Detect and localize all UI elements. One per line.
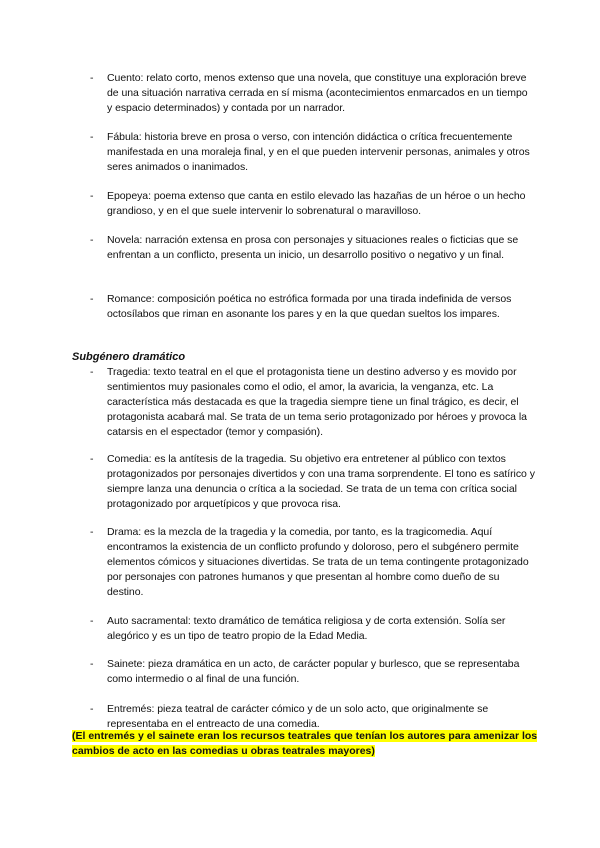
bullet-dash: - (90, 72, 94, 84)
bullet-dash: - (90, 615, 94, 627)
highlighted-note-text: (El entremés y el sainete eran los recursos teatrales que tenían los autores para amenizar los cambios de acto en las comedias u obras teatrales mayores) (72, 730, 538, 757)
bullet-dash: - (90, 366, 94, 378)
section-heading-dramatic: Subgénero dramático (72, 351, 186, 363)
list-item-text: Epopeya: poema extenso que canta en estilo elevado las hazañas de un héroe o un hecho grandioso, y en el que suele intervenir lo sobrenatural o maravilloso. (107, 190, 526, 217)
list-item-text: Comedia: es la antítesis de la tragedia. Su objetivo era entretener al público con textos protagonizados por personajes divertidos y con una trama sorprendente. El tono es satírico y siempre lanza una denuncia o crítica a la sociedad. Se trata de un tema con crítica social protagonizado por arquetípicos y que provoca risa. (107, 453, 535, 510)
list-item-text: Novela: narración extensa en prosa con personajes y situaciones reales o ficticias que se enfrentan a un conflicto, presenta un inicio, un desarrollo positivo o negativo y un final. (107, 234, 519, 261)
list-item-text: Cuento: relato corto, menos extenso que una novela, que constituye una exploración breve de una situación narrativa cerrada en sí misma (acontecimientos enmarcados en un tiempo y espacio determinados) y contada por un narrador. (107, 72, 528, 114)
bullet-dash: - (90, 190, 94, 202)
bullet-dash: - (90, 131, 94, 143)
list-item-text: Entremés: pieza teatral de carácter cómico y de un solo acto, que originalmente se representaba en el entreacto de una comedia. (107, 703, 489, 730)
bullet-dash: - (90, 658, 94, 670)
list-item-text: Drama: es la mezcla de la tragedia y la comedia, por tanto, es la tragicomedia. Aquí encontramos la existencia de un conflicto profundo y doloroso, pero el subgénero permite elementos cómicos y situaciones divertidas. Se trata de un tema contingente protagonizado por personajes con patrones humanos y que presentan al hombre como dueño de su destino. (107, 526, 529, 598)
list-item-text: Fábula: historia breve en prosa o verso, con intención didáctica o crítica frecuentemente manifestada en una moraleja final, y en el que pueden intervenir personas, animales y otros seres animados o inanimados. (107, 131, 530, 173)
bullet-dash: - (90, 453, 94, 465)
bullet-dash: - (90, 293, 94, 305)
list-item-text: Tragedia: texto teatral en el que el protagonista tiene un destino adverso y es movido por sentimientos muy pasionales como el odio, el amor, la avaricia, la venganza, etc. La característica más destacada es que la tragedia siempre tiene un final trágico, es decir, el protagonista acabará mal. Se trata de un tema serio protagonizado por héroes y provoca la catarsis en el espectador (temor y compasión). (107, 366, 527, 438)
list-item-text: Sainete: pieza dramática en un acto, de carácter popular y burlesco, que se representaba como intermedio o al final de una función. (107, 658, 520, 685)
list-item-text: Romance: composición poética no estrófica formada por una tirada indefinida de versos octosílabos que riman en asonante los pares y en la que quedan sueltos los impares. (107, 293, 512, 320)
highlighted-note (72, 729, 542, 759)
bullet-dash: - (90, 234, 94, 246)
bullet-dash: - (90, 703, 94, 715)
list-item-text: Auto sacramental: texto dramático de temática religiosa y de corta extensión. Solía ser alegórico y es un tipo de teatro propio de la Edad Media. (107, 615, 506, 642)
bullet-dash: - (90, 526, 94, 538)
